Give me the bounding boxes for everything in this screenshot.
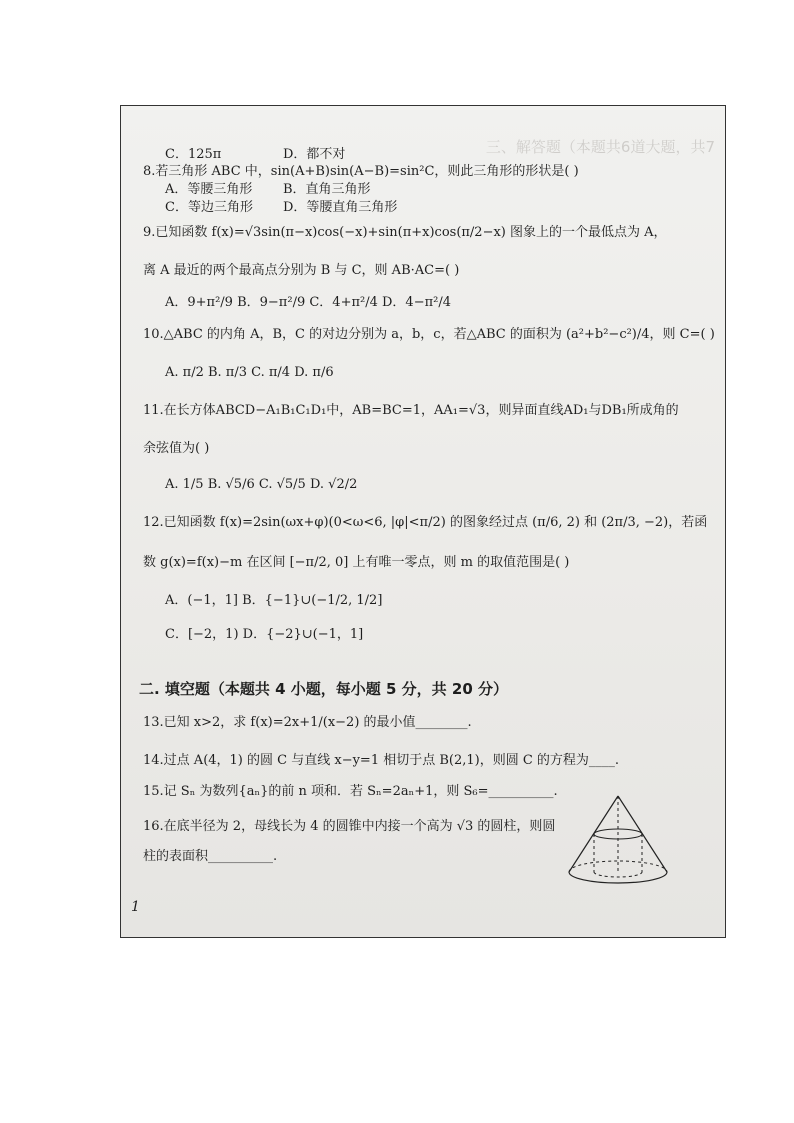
prev-option-d: D．都不对 bbox=[283, 147, 346, 162]
exam-page bbox=[120, 105, 726, 938]
question-10: 10.△ABC 的内角 A，B，C 的对边分别为 a，b，c，若△ABC 的面积为 (a²+b²−c²)/4，则 C=( ) bbox=[143, 327, 715, 342]
q8-option-b: B．直角三角形 bbox=[283, 182, 371, 197]
bleed-through-text: 三、解答题（本题共6道大题，共7 bbox=[485, 138, 715, 156]
question-12-line1: 12.已知函数 f(x)=2sin(ωx+φ)(0<ω<6, |φ|<π/2) 的图象经过点 (π/6, 2) 和 (2π/3, −2)，若函 bbox=[143, 515, 708, 530]
question-11-line2: 余弦值为( ) bbox=[143, 441, 210, 456]
question-12-options-cd: C．[−2，1) D．{−2}∪(−1，1] bbox=[165, 627, 364, 642]
prev-option-c: C．125π bbox=[165, 147, 222, 162]
question-9-options: A．9+π²/9 B．9−π²/9 C．4+π²/4 D．4−π²/4 bbox=[165, 295, 451, 310]
q8-option-a: A．等腰三角形 bbox=[165, 182, 253, 197]
question-11-line1: 11.在长方体ABCD−A₁B₁C₁D₁中，AB=BC=1，AA₁=√3，则异面直线AD₁与DB₁所成角的 bbox=[143, 403, 679, 418]
section-fill-in-title: 二. 填空题（本题共 4 小题，每小题 5 分，共 20 分） bbox=[139, 680, 509, 698]
question-10-options: A. π/2 B. π/3 C. π/4 D. π/6 bbox=[165, 365, 334, 380]
q8-option-c: C．等边三角形 bbox=[165, 200, 253, 215]
q8-option-d: D．等腰直角三角形 bbox=[283, 200, 398, 215]
cone-with-cylinder-figure bbox=[563, 792, 673, 888]
question-9-line1: 9.已知函数 f(x)=√3sin(π−x)cos(−x)+sin(π+x)cos(π/2−x) 图象上的一个最低点为 A， bbox=[143, 225, 667, 240]
page-number: 1 bbox=[131, 899, 140, 915]
question-12-line2: 数 g(x)=f(x)−m 在区间 [−π/2, 0] 上有唯一零点，则 m 的取值范围是( ) bbox=[143, 555, 570, 570]
question-14: 14.过点 A(4，1) 的圆 C 与直线 x−y=1 相切于点 B(2,1)，则圆 C 的方程为____. bbox=[143, 753, 620, 768]
question-8: 8.若三角形 ABC 中，sin(A+B)sin(A−B)=sin²C，则此三角形的形状是( ) bbox=[143, 164, 579, 179]
question-11-options: A. 1/5 B. √5/6 C. √5/5 D. √2/2 bbox=[165, 477, 358, 492]
question-16-line2: 柱的表面积__________. bbox=[143, 849, 278, 864]
question-13: 13.已知 x>2，求 f(x)=2x+1/(x−2) 的最小值________. bbox=[143, 715, 472, 730]
question-16-line1: 16.在底半径为 2，母线长为 4 的圆锥中内接一个高为 √3 的圆柱，则圆 bbox=[143, 819, 556, 834]
cylinder-bottom bbox=[594, 872, 642, 877]
question-9-line2: 离 A 最近的两个最高点分别为 B 与 C，则 AB·AC=( ) bbox=[143, 263, 460, 278]
question-12-options-ab: A．(−1，1] B．{−1}∪(−1/2, 1/2] bbox=[165, 593, 383, 608]
question-15: 15.记 Sₙ 为数列{aₙ}的前 n 项和．若 Sₙ=2aₙ+1，则 S₆=__________. bbox=[143, 784, 558, 799]
